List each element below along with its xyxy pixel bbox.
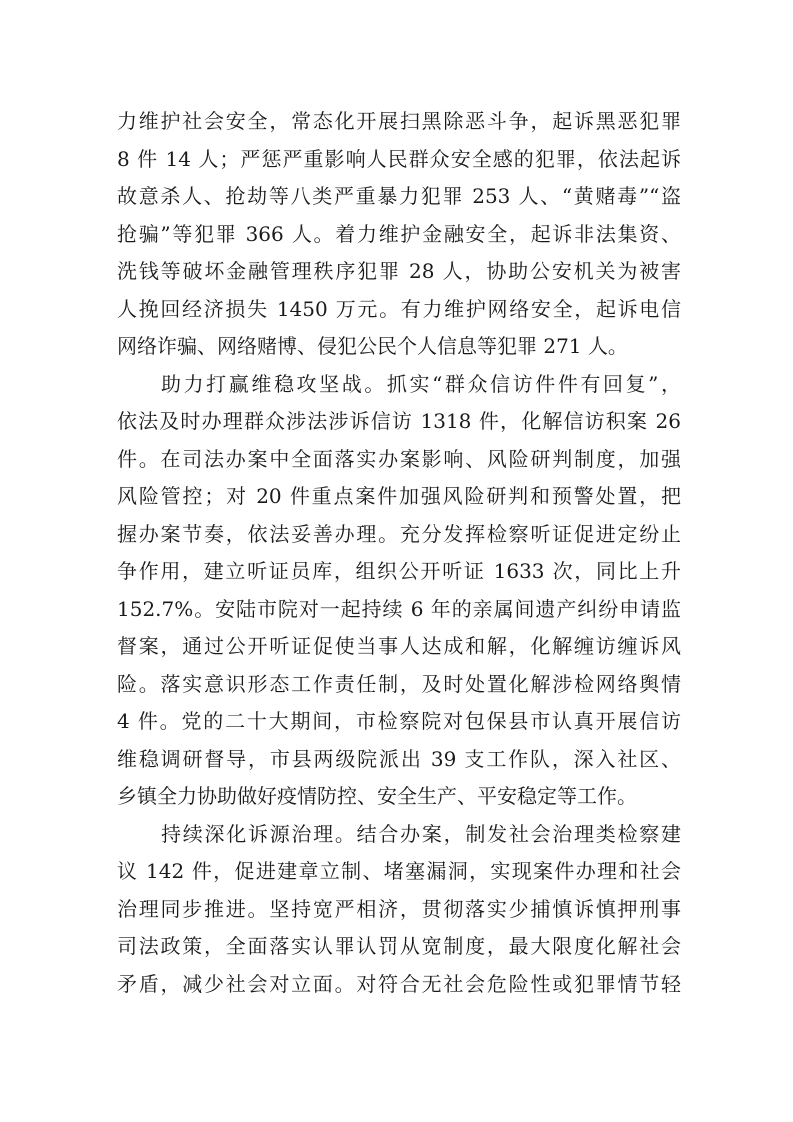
text-line: 力维护社会安全，常态化开展扫黑除恶斗争，起诉黑恶犯罪: [117, 109, 681, 133]
text-line: 件。在司法办案中全面落实办案影响、风险研判制度，加强: [117, 446, 681, 471]
text-line: 依法及时办理群众涉法涉诉信访 1318 件，化解信访积案 26: [117, 409, 681, 433]
text-line: 4 件。党的二十大期间，市检察院对包保县市认真开展信访: [117, 709, 681, 733]
text-line: 险。落实意识形态工作责任制，及时处置化解涉检网络舆情: [117, 671, 681, 696]
text-line: 人挽回经济损失 1450 万元。有力维护网络安全，起诉电信: [117, 296, 681, 321]
text-line: 争作用，建立听证员库，组织公开听证 1633 次，同比上升: [117, 559, 681, 583]
text-line: 司法政策，全面落实认罪认罚从宽制度，最大限度化解社会: [117, 934, 681, 958]
document-body: [117, 103, 681, 1003]
text-line: 乡镇全力协助做好疫情防控、安全生产、平安稳定等工作。: [117, 784, 637, 808]
text-line: 持续深化诉源治理。结合办案，制发社会治理类检察建: [161, 821, 681, 846]
text-line: 督案，通过公开听证促使当事人达成和解，化解缠访缠诉风: [117, 634, 681, 658]
text-line: 助力打赢维稳攻坚战。抓实“群众信访件件有回复”，: [161, 371, 681, 396]
text-line: 抢骗”等犯罪 366 人。着力维护金融安全，起诉非法集资、: [117, 221, 681, 246]
text-line: 风险管控；对 20 件重点案件加强风险研判和预警处置，把: [117, 484, 681, 508]
text-line: 治理同步推进。坚持宽严相济，贯彻落实少捕慎诉慎押刑事: [117, 896, 681, 921]
text-line: 8 件 14 人；严惩严重影响人民群众安全感的犯罪，依法起诉: [117, 146, 681, 171]
text-line: 洗钱等破坏金融管理秩序犯罪 28 人，协助公安机关为被害: [117, 259, 681, 283]
text-line: 维稳调研督导，市县两级院派出 39 支工作队，深入社区、: [117, 746, 681, 771]
text-line: 议 142 件，促进建章立制、堵塞漏洞，实现案件办理和社会: [117, 859, 681, 883]
text-line: 矛盾，减少社会对立面。对符合无社会危险性或犯罪情节轻: [117, 971, 681, 996]
text-line: 故意杀人、抢劫等八类严重暴力犯罪 253 人、“黄赌毒”“盗: [117, 184, 681, 208]
text-line: 152.7%。安陆市院对一起持续 6 年的亲属间遗产纠纷申请监: [117, 596, 681, 621]
text-line: 网络诈骗、网络赌博、侵犯公民个人信息等犯罪 271 人。: [117, 334, 628, 358]
text-line: 握办案节奏，依法妥善办理。充分发挥检察听证促进定纷止: [117, 521, 681, 546]
